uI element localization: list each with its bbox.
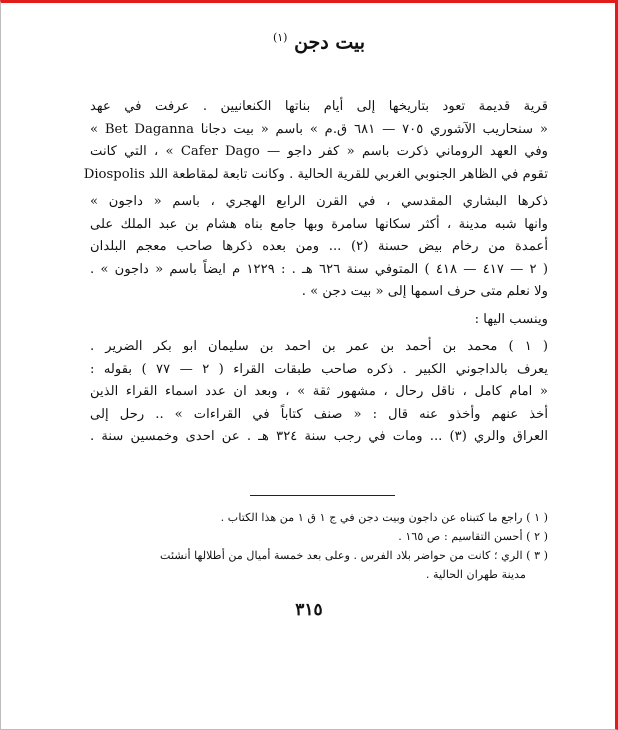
text-line: وينسب اليها : xyxy=(474,311,548,327)
paragraph-history xyxy=(83,96,549,186)
footnote-divider xyxy=(250,495,395,496)
text-line: أعمدة من رخام بيض حسنة (٢) ... ومن بعده ذكرها صاحب معجم البلدان xyxy=(90,239,548,254)
footnote: ( ٣ ) الري ؛ كانت من حواضر بلاد الفرس . وعلى بعد خمسة أميال من أطلالها أنشئت xyxy=(160,549,548,562)
document-page xyxy=(83,18,549,449)
text-line: يعرف بالداجوني الكبير . ذكره صاحب طبقات القراء ( ٢ — ٧٧ ) بقوله : xyxy=(90,361,549,377)
title-text: بيت دجن xyxy=(294,31,366,54)
text-line: « سنحاريب الآشوري ٧٠٥ — ٦٨١ ق.م » باسم « بيت دجانا Bet Daganna » xyxy=(90,121,549,137)
text-line: ( ٢ — ٤١٧ — ٤١٨ ) المتوفي سنة ٦٢٦ هـ . : ١٢٢٩ م ايضاً باسم « داجون » . xyxy=(90,261,548,277)
text-line: العراق والري (٣) ... ومات في رجب سنة ٣٢٤ هـ . عن احدى وخمسين سنة . xyxy=(90,429,548,444)
text-line: وفي العهد الروماني ذكرت باسم « كفر داجو — Cafer Dago » ، التي كانت xyxy=(90,144,548,159)
text-line: ذكرها البشاري المقدسي ، في القرن الرابع الهجري ، باسم « داجون » xyxy=(90,194,548,209)
text-line: ولا نعلم متى حرف اسمها إلى « بيت دجن » . xyxy=(301,284,548,299)
paragraph-biography xyxy=(90,336,548,449)
paragraph-attributed xyxy=(90,309,548,332)
page-title xyxy=(90,18,548,58)
text-line: وانها شبه مدينة ، أكثر سكانها سامرة وبها جامع بناه هشام بن عبد الملك على xyxy=(90,216,548,232)
title-footnote-ref: (١) xyxy=(272,31,288,44)
footnote: ( ١ ) راجع ما كتبناه عن داجون وبيت دجن في ج ١ ق ١ من هذا الكتاب . xyxy=(220,511,548,524)
text-line: ( ١ ) محمد بن أحمد بن عمر بن احمد بن سليمان ابو بكر الضرير . xyxy=(90,339,548,354)
text-line: « امام كامل ، ناقل رحال ، مشهور ثقة » ، وبعد ان عدد اسماء القراء الذين xyxy=(90,384,548,399)
footnote: ( ٢ ) أحسن التقاسيم : ص ١٦٥ . xyxy=(398,530,548,543)
text-line: أخذ عنهم وأخذو عنه قال : « صنف كتاباً في القراءات » .. رحل إلى xyxy=(90,406,548,422)
text-line: قرية قديمة تعود بتاريخها إلى أيام بناتها الكنعانيين . عرفت في عهد xyxy=(90,99,548,114)
footnotes xyxy=(160,508,548,584)
page-number: ٣١٥ xyxy=(295,600,323,620)
body-text xyxy=(83,96,549,449)
paragraph-muqaddasi xyxy=(90,191,548,304)
text-line: تقوم في الظاهر الجنوبي الغربي للقرية الحالية . وكانت تابعة لمقاطعة اللد Diospolis xyxy=(83,166,548,182)
footnote: مدينة طهران الحالية . xyxy=(425,568,526,581)
